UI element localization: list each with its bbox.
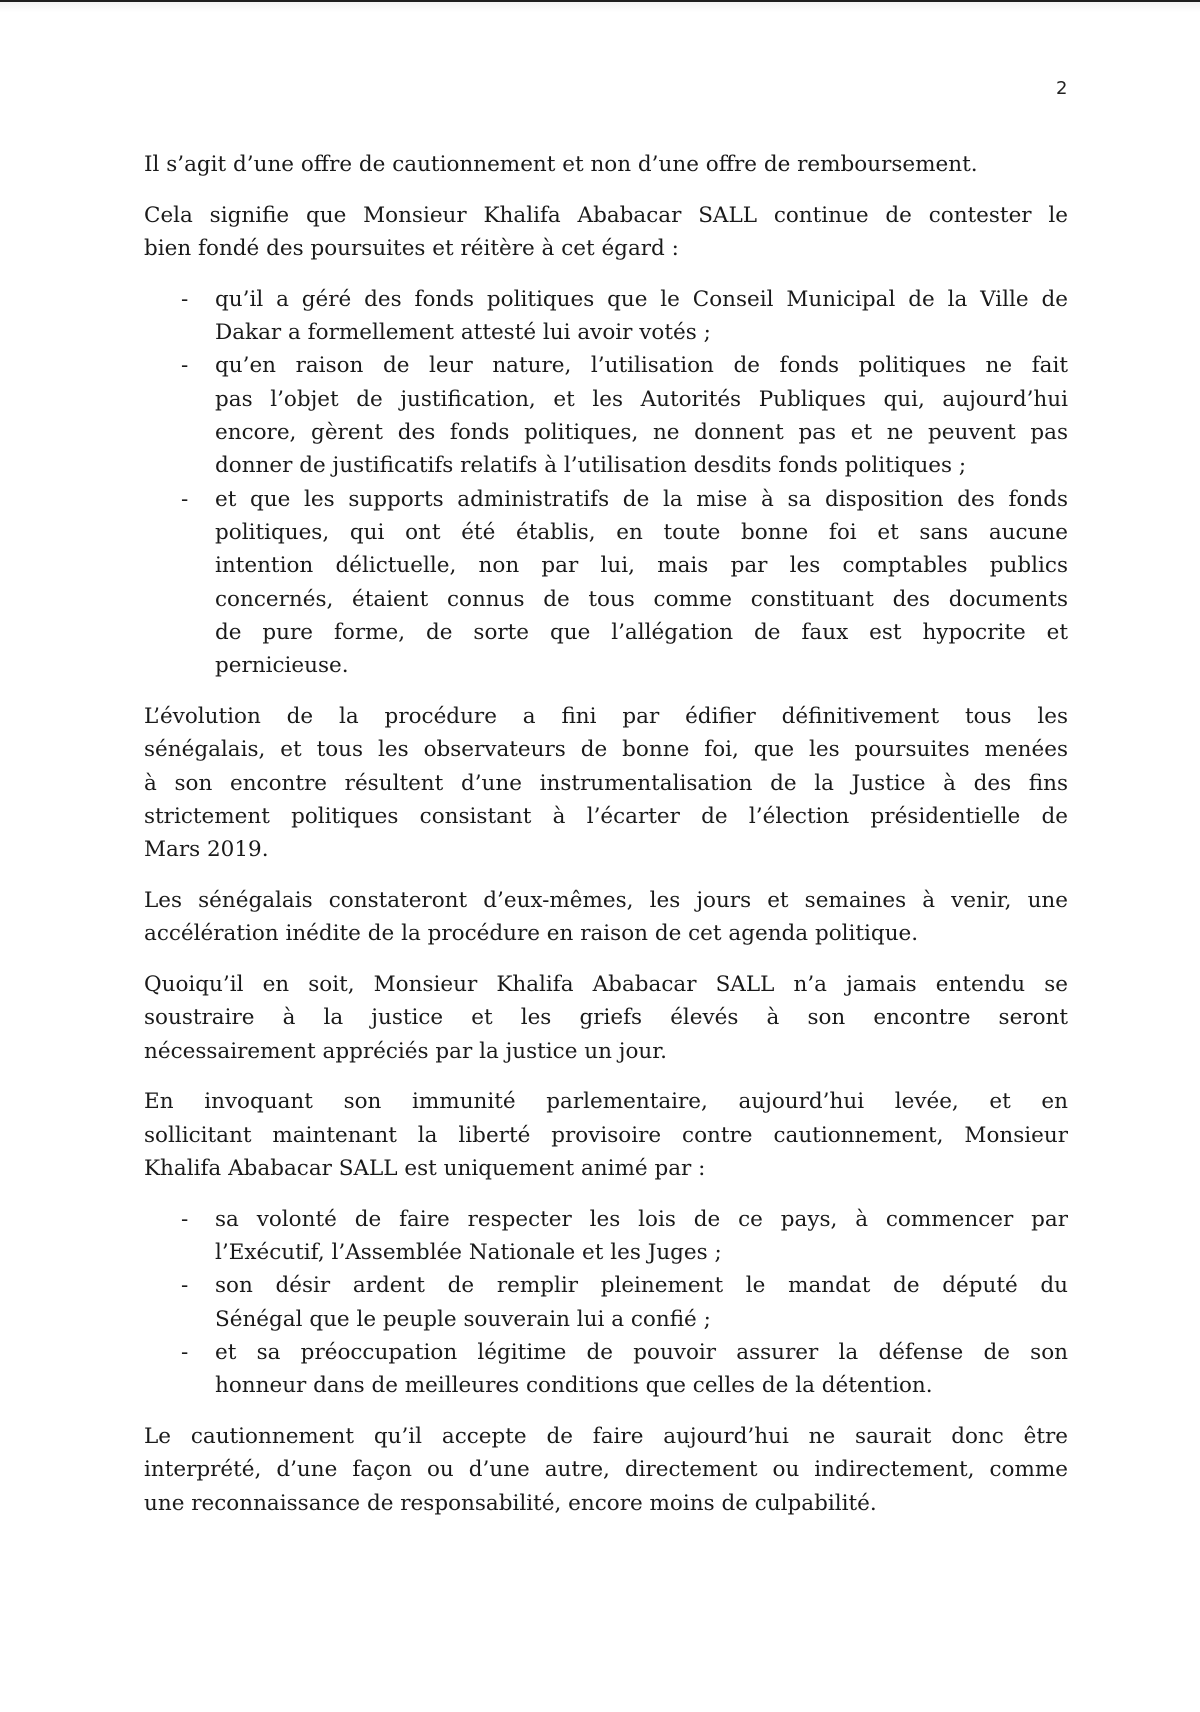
text-line: Les sénégalais constateront d’eux-mêmes, les jours et semaines à venir, une	[144, 887, 1068, 913]
paragraph-contestation	[144, 199, 1068, 266]
text-line: intention délictuelle, non par lui, mais par les comptables publics	[215, 553, 1068, 579]
dash-bullet-icon: -	[181, 1273, 189, 1299]
text-line: pas l’objet de justification, et les Autorités Publiques qui, aujourd’hui	[215, 386, 1068, 412]
paragraph-justice	[144, 968, 1068, 1068]
text-line: et que les supports administratifs de la mise à sa disposition des fonds	[215, 486, 1068, 512]
list-item	[144, 349, 1068, 482]
text-line: sa volonté de faire respecter les lois de ce pays, à commencer par	[215, 1206, 1068, 1232]
paragraph-offer-type	[144, 148, 1068, 181]
text-line: pernicieuse.	[215, 653, 349, 679]
paragraph-immunity	[144, 1085, 1068, 1185]
text-line: son désir ardent de remplir pleinement le mandat de député du	[215, 1273, 1068, 1299]
text-line: Khalifa Ababacar SALL est uniquement animé par :	[144, 1156, 706, 1182]
text-line: interprété, d’une façon ou d’une autre, directement ou indirectement, comme	[144, 1457, 1068, 1483]
text-line: et sa préoccupation légitime de pouvoir assurer la défense de son	[215, 1340, 1068, 1365]
text-line: concernés, étaient connus de tous comme constituant des documents	[215, 586, 1068, 612]
top-shadow	[0, 2, 1200, 12]
text-line: qu’en raison de leur nature, l’utilisation de fonds politiques ne fait	[215, 353, 1068, 379]
text-line: l’Exécutif, l’Assemblée Nationale et les Juges ;	[215, 1240, 722, 1266]
dash-bullet-icon: -	[181, 1206, 189, 1232]
text-line: strictement politiques consistant à l’écarter de l’élection présidentielle de	[144, 803, 1068, 829]
text-line: L’évolution de la procédure a fini par édifier définitivement tous les	[144, 703, 1068, 729]
text-line: Le cautionnement qu’il accepte de faire aujourd’hui ne saurait donc être	[144, 1424, 1068, 1450]
text-line: sénégalais, et tous les observateurs de bonne foi, que les poursuites menées	[144, 737, 1068, 763]
dash-bullet-icon: -	[181, 286, 189, 312]
dash-bullet-icon: -	[181, 353, 189, 379]
contestation-list	[144, 283, 1068, 683]
text-line: Cela signifie que Monsieur Khalifa Ababacar SALL continue de contester le	[144, 202, 1068, 228]
text-line: sollicitant maintenant la liberté provisoire contre cautionnement, Monsieur	[144, 1122, 1068, 1148]
list-item	[144, 1203, 1068, 1270]
list-item	[144, 1336, 1068, 1403]
text-line: Mars 2019.	[144, 837, 269, 863]
list-item	[144, 1269, 1068, 1336]
text-line: bien fondé des poursuites et réitère à cet égard :	[144, 236, 679, 262]
paragraph-acceleration	[144, 884, 1068, 951]
text-line: En invoquant son immunité parlementaire, aujourd’hui levée, et en	[144, 1089, 1068, 1115]
text-line: une reconnaissance de responsabilité, encore moins de culpabilité.	[144, 1490, 877, 1516]
list-item	[144, 283, 1068, 350]
text-line: Quoiqu’il en soit, Monsieur Khalifa Ababacar SALL n’a jamais entendu se	[144, 972, 1068, 998]
text-line: soustraire à la justice et les griefs élevés à son encontre seront	[144, 1005, 1068, 1031]
text-line: politiques, qui ont été établis, en toute bonne foi et sans aucune	[215, 519, 1068, 545]
text-line: donner de justificatifs relatifs à l’utilisation desdits fonds politiques ;	[215, 453, 967, 479]
text-line: à son encontre résultent d’une instrumentalisation de la Justice à des fins	[144, 770, 1068, 796]
text-line: Sénégal que le peuple souverain lui a confié ;	[215, 1306, 711, 1332]
text-line: nécessairement appréciés par la justice un jour.	[144, 1038, 668, 1064]
document-body	[144, 148, 1068, 1537]
page-number: 2	[1056, 78, 1068, 99]
dash-bullet-icon: -	[181, 486, 189, 512]
paragraph-bail-interpretation	[144, 1420, 1068, 1520]
text-line: Dakar a formellement attesté lui avoir votés ;	[215, 320, 711, 346]
dash-bullet-icon: -	[181, 1340, 189, 1365]
text-line: qu’il a géré des fonds politiques que le Conseil Municipal de la Ville de	[215, 286, 1068, 312]
motivations-list	[144, 1203, 1068, 1403]
paragraph-procedure-evolution	[144, 700, 1068, 866]
text-line: honneur dans de meilleures conditions que celles de la détention.	[215, 1373, 933, 1399]
list-item	[144, 483, 1068, 683]
text-line: de pure forme, de sorte que l’allégation de faux est hypocrite et	[215, 619, 1068, 645]
text-line: accélération inédite de la procédure en raison de cet agenda politique.	[144, 921, 919, 947]
text-line: Il s’agit d’une offre de cautionnement et non d’une offre de remboursement.	[144, 152, 978, 177]
text-line: encore, gèrent des fonds politiques, ne donnent pas et ne peuvent pas	[215, 420, 1068, 446]
